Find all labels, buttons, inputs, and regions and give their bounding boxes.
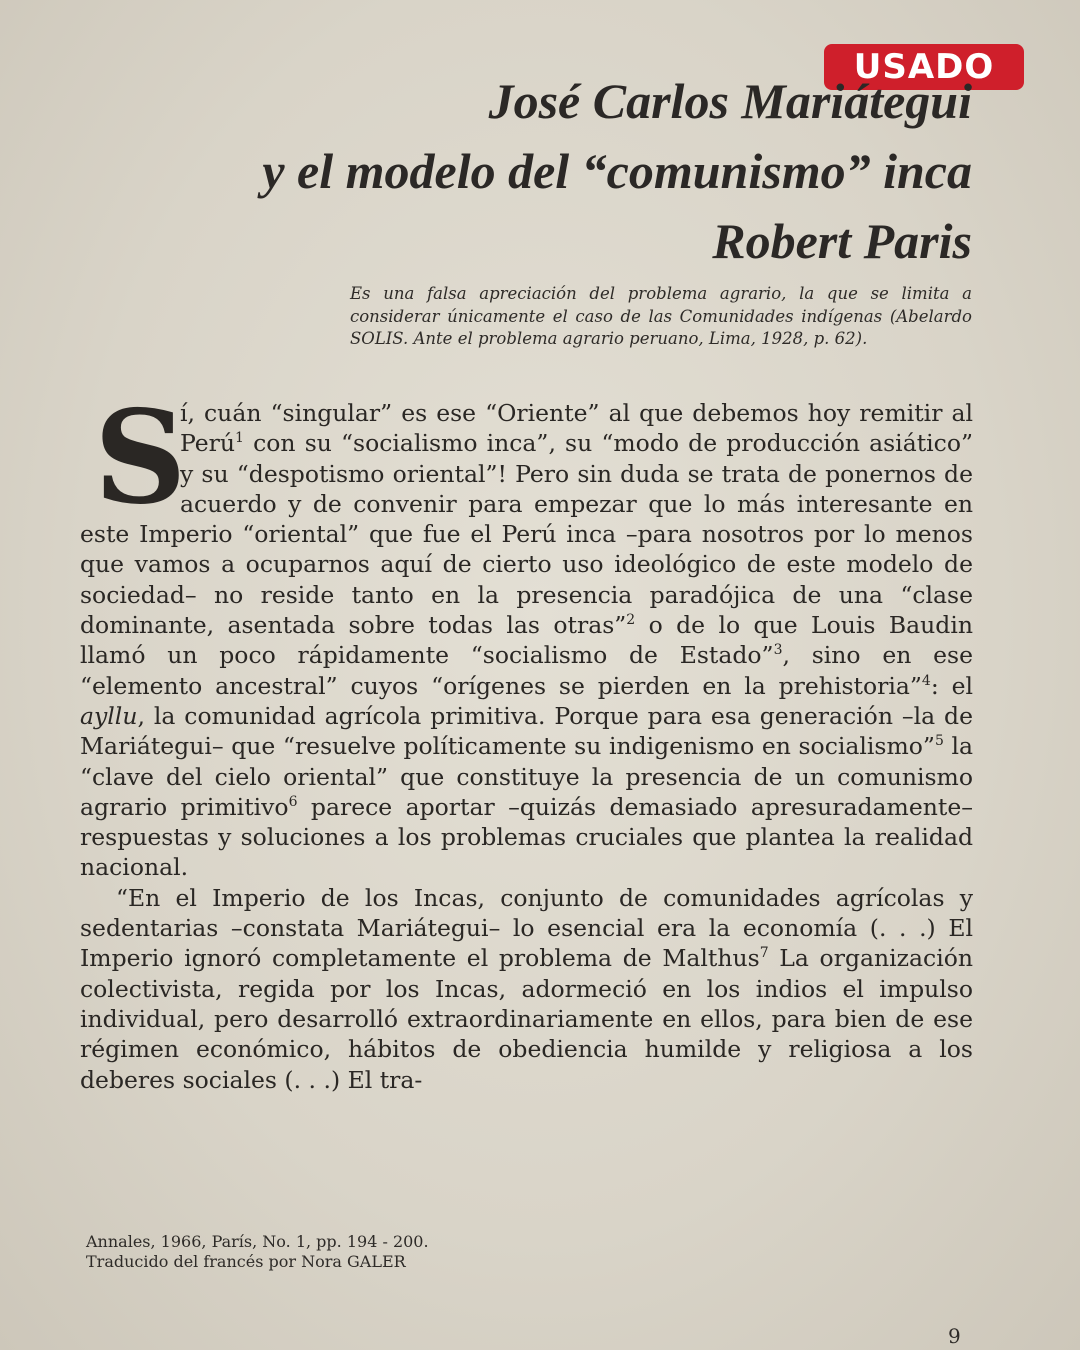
footnote-ref: 5	[934, 733, 944, 750]
text-span: “En el Imperio de los Incas, conjunto de comunidades agrícolas y sedentarias –constata Mariátegui– lo esencial era la economía (. . .) El Imperio ignoró completamente el problema de Malthus	[80, 883, 973, 973]
article-body	[80, 383, 974, 1095]
page-number: 9	[948, 1324, 961, 1348]
title-line-2: y el modelo del “comunismo” inca	[262, 143, 972, 199]
title-line-1: José Carlos Mariátegui	[488, 73, 972, 129]
text-span: : el	[930, 671, 974, 700]
source-line: Annales, 1966, París, No. 1, pp. 194 - 200.	[86, 1232, 429, 1251]
used-badge: USADO	[824, 44, 1024, 90]
author-name: Robert Paris	[712, 213, 972, 269]
paragraph-1	[80, 383, 974, 883]
footnote-ref: 6	[288, 793, 298, 810]
text-span: o de lo que Louis Baudin llamó un poco rápidamente “socialismo de Estado”	[80, 611, 973, 670]
text-span: , sino en ese “elemento ancestral” cuyos “orígenes se pierden en la prehistoria”	[80, 641, 974, 700]
translator-line: Traducido del francés por Nora GALER	[86, 1252, 406, 1271]
ayllu-term: ayllu	[80, 701, 138, 730]
epigraph: Es una falsa apreciación del problema agrario, la que se limita a considerar únicamente el caso de las Comunidades indígenas (Abelardo SOLIS. Ante el problema agrario peruano, Lima, 1928, p. 62).	[350, 284, 972, 348]
footnote-ref: 3	[773, 642, 783, 659]
drop-cap: S	[94, 383, 187, 533]
text-span: í, cuán “singular” es ese “Oriente” al que debemos hoy remitir al Perú	[180, 399, 973, 458]
footnote-ref: 2	[626, 612, 636, 629]
text-span: La organización colectivista, regida por los Incas, adormeció en los indios el impulso individual, pero desarrolló extraordinariamente en ellos, para bien de ese régimen económico, hábitos de obediencia humilde y religiosa a los deberes sociales (. . .) El tra-	[80, 944, 973, 1094]
paragraph-2	[80, 883, 973, 1095]
source-note	[86, 1232, 429, 1272]
text-span: con su “socialismo inca”, su “modo de producción asiático” y su “despotismo oriental”! Pero sin duda se trata de ponernos de acuerdo y de convenir para empezar que lo más interesante en este Imperio “oriental” que fue el Perú inca –para nosotros por lo menos que vamos a ocuparnos aquí de cierto uso ideológico de este modelo de sociedad– no reside tanto en la presencia paradójica de una “clase dominante, asentada sobre todas las otras”	[80, 429, 973, 640]
text-span: la “clave del cielo oriental” que constituye la presencia de un comunismo agrario primitivo	[80, 732, 973, 821]
text-span: parece aportar –quizás demasiado apresuradamente– respuestas y soluciones a los problemas cruciales que plantea la realidad nacional.	[80, 792, 973, 882]
footnote-ref: 1	[235, 430, 244, 447]
footnote-ref: 4	[921, 672, 931, 689]
text-span: , la comunidad agrícola primitiva. Porque para esa generación –la de Mariátegui– que “resuelve políticamente su indigenismo en socialismo”	[80, 701, 973, 761]
footnote-ref: 7	[759, 945, 769, 962]
